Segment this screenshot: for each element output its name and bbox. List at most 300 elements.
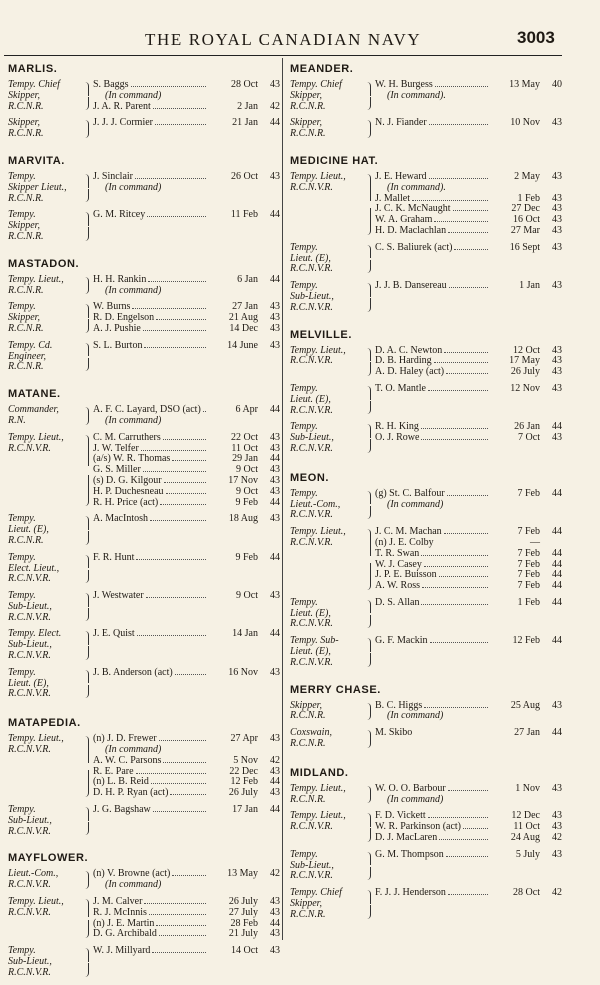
- officer-name: D. G. Archibald: [93, 928, 157, 940]
- dot-leader: [421, 554, 488, 556]
- dot-leader: [164, 481, 206, 483]
- seniority-year: 43: [552, 280, 562, 292]
- seniority-date: 7 Feb: [517, 558, 540, 570]
- rank-group: [8, 210, 280, 242]
- rank-label: [8, 897, 84, 940]
- officer-entry: [375, 226, 562, 237]
- seniority-year: 43: [270, 442, 280, 454]
- seniority-date: 14 Dec: [229, 322, 258, 334]
- seniority-year: 43: [552, 366, 562, 378]
- seniority-date: 27 Apr: [230, 733, 258, 745]
- seniority-date: 28 Oct: [231, 79, 258, 90]
- rank-line: Tempy. Lieut.,: [290, 344, 346, 356]
- brace-icon: [366, 281, 372, 313]
- seniority-date: 5 Nov: [233, 754, 258, 766]
- ship-section: [290, 154, 562, 314]
- right-column: [290, 62, 562, 927]
- seniority-year: 43: [270, 431, 280, 443]
- rank-line: Tempy. Cd.: [8, 339, 53, 351]
- seniority-year: 42: [552, 887, 562, 899]
- rank-line: Tempy.: [8, 666, 36, 678]
- officer-list: [93, 805, 280, 837]
- officer-name: R. E. Pare: [93, 765, 134, 777]
- seniority-year: 40: [552, 79, 562, 90]
- rank-line: R.C.N.V.R.: [290, 821, 333, 833]
- ship-section: [290, 471, 562, 669]
- seniority-date: 27 Mar: [510, 224, 540, 236]
- rank-line: R.C.N.R.: [8, 361, 44, 373]
- seniority-year: 44: [270, 117, 280, 129]
- officer-list: [93, 897, 280, 940]
- officer-name: A. W. Ross: [375, 580, 421, 592]
- page-header: [0, 0, 600, 62]
- ship-name: MARLIS.: [8, 63, 58, 75]
- seniority-date: 10 Nov: [510, 117, 540, 129]
- seniority-date: 12 Feb: [230, 776, 258, 788]
- seniority-date: 11 Oct: [513, 821, 540, 833]
- officer-name: (s) D. G. Kilgour: [93, 474, 162, 486]
- seniority-year: 42: [270, 100, 280, 112]
- rank-line: Tempy.: [290, 596, 318, 608]
- dot-leader: [428, 389, 488, 391]
- officer-entry: [375, 243, 562, 254]
- seniority-date: 14 June: [227, 339, 258, 351]
- dot-leader: [203, 410, 206, 412]
- rank-line: R.C.N.V.R.: [290, 301, 333, 313]
- seniority-date: 22 Oct: [231, 431, 258, 443]
- rank-line: Skipper,: [290, 89, 322, 101]
- officer-name: B. C. Higgs: [375, 699, 423, 711]
- seniority-year: 43: [270, 666, 280, 678]
- officer-entry: [93, 275, 280, 286]
- rank-line: Skipper,: [290, 699, 322, 711]
- officer-name: D. J. MacLaren: [375, 832, 438, 844]
- rank-label: [290, 243, 366, 275]
- rank-line: R.C.N.V.R.: [290, 870, 333, 882]
- rank-group: [8, 118, 280, 140]
- seniority-date: 17 Jan: [232, 804, 258, 816]
- brace-icon: [84, 805, 90, 837]
- officer-list: [375, 80, 562, 112]
- seniority-date: 17 May: [509, 355, 540, 367]
- officer-entry: [93, 591, 280, 602]
- seniority-year: 43: [552, 214, 562, 226]
- dot-leader: [166, 492, 206, 494]
- rank-line: R.C.N.R.: [8, 534, 44, 546]
- ship-section: [8, 62, 280, 140]
- rank-label: [290, 346, 366, 378]
- rank-line: Commander,: [8, 404, 59, 416]
- seniority-year: 43: [552, 432, 562, 444]
- officer-list: [93, 118, 280, 140]
- officer-list: [93, 629, 280, 661]
- seniority-year: 43: [552, 170, 562, 182]
- seniority-year: 43: [270, 312, 280, 324]
- seniority-year: 44: [270, 453, 280, 465]
- rank-line: Tempy. Chief: [290, 887, 342, 899]
- seniority-year: 43: [552, 224, 562, 236]
- rank-group: [290, 701, 562, 723]
- rank-line: R.C.N.R.: [290, 908, 326, 920]
- officer-name: G. S. Miller: [93, 464, 141, 476]
- seniority-date: 12 Feb: [512, 635, 540, 647]
- dot-leader: [439, 575, 488, 577]
- ship-section: [8, 387, 280, 700]
- officer-name: M. Skibo: [375, 727, 413, 739]
- rank-group: [290, 527, 562, 592]
- dot-leader: [136, 558, 206, 560]
- rank-line: R.C.N.V.R.: [290, 355, 333, 367]
- rank-label: [8, 341, 84, 373]
- seniority-date: 9 Oct: [236, 485, 258, 497]
- rank-group: [8, 514, 280, 546]
- seniority-date: 7 Oct: [518, 432, 540, 444]
- officer-list: [93, 946, 280, 978]
- officer-name: S. Baggs: [93, 79, 129, 90]
- dot-leader: [444, 351, 488, 353]
- rank-group: [290, 784, 562, 806]
- seniority-year: 43: [552, 355, 562, 367]
- seniority-year: 43: [270, 464, 280, 476]
- dot-leader: [172, 459, 206, 461]
- page-number: 3003: [517, 28, 555, 47]
- rank-label: [290, 80, 366, 112]
- seniority-date: 12 Nov: [510, 382, 540, 394]
- officer-entry: [93, 118, 280, 129]
- ship-section: [290, 62, 562, 140]
- officer-name: H. P. Duchesneau: [93, 485, 164, 497]
- seniority-date: 26 July: [510, 366, 540, 378]
- brace-icon: [84, 210, 90, 242]
- seniority-year: 42: [270, 868, 280, 880]
- command-note: (In command).: [387, 89, 446, 101]
- dot-leader: [146, 596, 206, 598]
- seniority-date: 5 July: [515, 848, 540, 860]
- seniority-date: 17 Nov: [228, 474, 258, 486]
- officer-name: J. A. R. Parent: [93, 100, 151, 112]
- command-note: (In command): [105, 414, 162, 426]
- officer-list: [375, 281, 562, 313]
- dot-leader: [151, 782, 206, 784]
- officer-list: [93, 591, 280, 623]
- seniority-date: 1 Nov: [515, 782, 540, 794]
- rank-line: Lieut. (E),: [8, 677, 49, 689]
- dot-leader: [148, 280, 206, 282]
- rank-line: Lieut. (E),: [290, 607, 331, 619]
- rank-line: R.C.N.V.R.: [8, 611, 51, 623]
- ship-name: MAYFLOWER.: [8, 852, 89, 865]
- seniority-year: 44: [270, 551, 280, 563]
- rank-group: [8, 275, 280, 297]
- seniority-year: 43: [552, 241, 562, 253]
- seniority-year: 43: [270, 733, 280, 745]
- officer-name: G. F. Mackin: [375, 635, 428, 647]
- seniority-year: 43: [270, 906, 280, 918]
- seniority-date: 27 Jan: [232, 301, 258, 313]
- officer-list: [93, 405, 280, 427]
- seniority-date: 9 Feb: [235, 551, 258, 563]
- seniority-year: 44: [552, 635, 562, 647]
- seniority-date: 2 May: [514, 170, 540, 182]
- brace-icon: [366, 636, 372, 668]
- seniority-year: 44: [552, 569, 562, 581]
- dot-leader: [444, 532, 488, 534]
- brace-icon: [84, 275, 90, 297]
- officer-list: [93, 341, 280, 373]
- command-note: (In command): [105, 89, 162, 101]
- officer-entry: [93, 553, 280, 564]
- seniority-date: 9 Oct: [236, 464, 258, 476]
- officer-entry: [93, 102, 280, 113]
- officer-name: J. Westwater: [93, 590, 144, 602]
- seniority-year: 43: [270, 79, 280, 90]
- seniority-date: 1 Jan: [519, 280, 540, 292]
- officer-name: J. E. Quist: [93, 628, 135, 640]
- dot-leader: [137, 634, 206, 636]
- rank-label: [8, 668, 84, 700]
- brace-icon: [366, 80, 372, 112]
- rank-group: [290, 850, 562, 882]
- command-note: (In command): [105, 879, 162, 891]
- brace-icon: [84, 668, 90, 700]
- rank-line: Skipper,: [8, 89, 40, 101]
- rank-label: [8, 275, 84, 297]
- rank-line: R.C.N.R.: [8, 230, 44, 242]
- seniority-date: 26 July: [228, 896, 258, 908]
- rank-line: R.C.N.R.: [290, 100, 326, 112]
- seniority-date: 13 May: [227, 868, 258, 880]
- dot-leader: [155, 123, 206, 125]
- rank-group: [290, 422, 562, 454]
- rank-label: [290, 888, 366, 920]
- officer-list: [375, 636, 562, 668]
- seniority-year: 44: [552, 596, 562, 608]
- officer-list: [375, 243, 562, 275]
- brace-icon: [366, 811, 372, 843]
- dot-leader: [429, 177, 488, 179]
- rank-line: Skipper Lieut.,: [8, 181, 67, 193]
- officer-entry: [375, 549, 562, 560]
- dot-leader: [141, 449, 206, 451]
- officer-entry: [375, 433, 562, 444]
- dot-leader: [412, 199, 488, 201]
- seniority-year: 43: [552, 192, 562, 204]
- officer-entry: [375, 118, 562, 129]
- dot-leader: [414, 734, 488, 735]
- officer-name: A. MacIntosh: [93, 513, 148, 525]
- dot-leader: [449, 286, 488, 288]
- seniority-year: 44: [552, 421, 562, 433]
- rank-line: Tempy.: [290, 848, 318, 860]
- officer-entry: [93, 210, 280, 221]
- rank-group: [290, 281, 562, 313]
- officer-name: T. R. Swan: [375, 547, 420, 559]
- ship-name: MERRY CHASE.: [290, 683, 381, 696]
- rank-group: [290, 346, 562, 378]
- officer-entry: [93, 908, 280, 919]
- seniority-year: 43: [552, 344, 562, 356]
- brace-icon: [366, 527, 372, 592]
- dot-leader: [434, 220, 488, 222]
- rank-line: Tempy.: [8, 945, 36, 957]
- seniority-date: 7 Feb: [517, 569, 540, 581]
- rank-group: [290, 811, 562, 843]
- dot-leader: [143, 329, 206, 331]
- rank-line: Sub-Lieut.,: [290, 859, 334, 871]
- dot-leader: [421, 427, 488, 429]
- officer-entry: [375, 281, 562, 292]
- rank-group: [8, 80, 280, 112]
- ship-name: MEON.: [290, 471, 330, 484]
- officer-list: [93, 553, 280, 585]
- officer-name: D. H. P. Ryan (act): [93, 787, 169, 799]
- seniority-year: 44: [270, 628, 280, 640]
- rank-label: [290, 701, 366, 723]
- seniority-year: 43: [270, 485, 280, 497]
- rank-label: [290, 489, 366, 521]
- command-note: (In command): [105, 744, 162, 756]
- officer-list: [375, 422, 562, 454]
- rank-line: Tempy.: [8, 209, 36, 221]
- rank-line: R.C.N.R.: [290, 128, 326, 140]
- seniority-year: 44: [270, 273, 280, 285]
- brace-icon: [84, 433, 90, 509]
- officer-name: A. J. Pushie: [93, 322, 141, 334]
- rank-group: [290, 118, 562, 140]
- seniority-date: 22 Dec: [229, 765, 258, 777]
- dot-leader: [150, 519, 206, 521]
- rank-group: [8, 591, 280, 623]
- officer-entry: [375, 384, 562, 395]
- rank-line: Tempy.: [8, 590, 36, 602]
- officer-name: H. H. Rankin: [93, 273, 147, 285]
- rank-line: R.C.N.V.R.: [8, 825, 51, 837]
- dot-leader: [175, 673, 206, 675]
- brace-icon: [366, 118, 372, 140]
- seniority-date: 21 July: [228, 928, 258, 940]
- rank-line: Lieut. (E),: [290, 252, 331, 264]
- brace-icon: [84, 302, 90, 334]
- rank-line: Tempy.: [8, 301, 36, 313]
- brace-icon: [366, 598, 372, 630]
- rank-label: [290, 598, 366, 630]
- brace-icon: [84, 946, 90, 978]
- rank-line: Tempy. Lieut.,: [290, 170, 346, 182]
- ship-name: MELVILLE.: [290, 328, 353, 341]
- rank-line: R.C.N.V.R.: [290, 181, 333, 193]
- dot-leader: [446, 855, 488, 857]
- brace-icon: [366, 728, 372, 750]
- officer-entry: [375, 581, 562, 592]
- rank-line: Tempy.: [290, 280, 318, 292]
- officer-list: [375, 888, 562, 920]
- rank-line: Skipper,: [290, 117, 322, 129]
- seniority-date: 12 Oct: [513, 344, 540, 356]
- officer-name: J. E. Heward: [375, 170, 427, 182]
- dot-leader: [429, 123, 488, 125]
- seniority-year: 44: [552, 558, 562, 570]
- officer-name: (g) St. C. Balfour: [375, 487, 445, 499]
- header-rule: [4, 55, 562, 56]
- rank-group: [8, 172, 280, 204]
- rank-label: [290, 728, 366, 750]
- rank-line: R.C.N.V.R.: [8, 688, 51, 700]
- rank-label: [8, 553, 84, 585]
- seniority-date: 14 Jan: [232, 628, 258, 640]
- seniority-year: 43: [552, 117, 562, 129]
- officer-name: R. J. McInnis: [93, 906, 147, 918]
- officer-name: J. Sinclair: [93, 170, 133, 182]
- seniority-date: 6 Apr: [235, 404, 258, 416]
- rank-line: Tempy. Lieut.,: [290, 782, 346, 794]
- seniority-year: 44: [552, 547, 562, 559]
- seniority-year: 43: [270, 928, 280, 940]
- brace-icon: [84, 80, 90, 112]
- officer-entry: [93, 487, 280, 498]
- officer-name: R. H. Price (act): [93, 496, 159, 508]
- rank-group: [8, 897, 280, 940]
- rank-line: R.C.N.V.R.: [290, 656, 333, 668]
- seniority-date: 26 Oct: [231, 170, 258, 182]
- dot-leader: [160, 503, 206, 505]
- rank-line: Skipper,: [8, 312, 40, 324]
- command-note: (In command): [387, 793, 444, 805]
- seniority-year: 43: [270, 513, 280, 525]
- rank-group: [290, 243, 562, 275]
- rank-label: [8, 433, 84, 509]
- rank-line: Skipper,: [8, 220, 40, 232]
- rank-line: Coxswain,: [290, 727, 332, 739]
- officer-name: W. R. Parkinson (act): [375, 821, 462, 833]
- brace-icon: [366, 243, 372, 275]
- dot-leader: [424, 706, 488, 708]
- officer-list: [375, 850, 562, 882]
- brace-icon: [366, 384, 372, 416]
- rank-group: [8, 405, 280, 427]
- officer-name: J. J. B. Dansereau: [375, 280, 447, 292]
- seniority-date: —: [530, 536, 540, 548]
- dot-leader: [135, 177, 206, 179]
- seniority-date: 24 Aug: [510, 832, 540, 844]
- officer-entry: [93, 341, 280, 352]
- rank-line: R.C.N.V.R.: [290, 618, 333, 630]
- rank-label: [290, 527, 366, 592]
- rank-line: Tempy.: [8, 513, 36, 525]
- rank-line: R.C.N.R.: [290, 738, 326, 750]
- seniority-year: 43: [270, 945, 280, 957]
- seniority-year: 43: [552, 382, 562, 394]
- rank-label: [8, 118, 84, 140]
- officer-entry: [375, 489, 562, 500]
- seniority-year: 43: [552, 782, 562, 794]
- brace-icon: [84, 118, 90, 140]
- officer-name: W. Burns: [93, 301, 131, 313]
- officer-list: [93, 433, 280, 509]
- rank-line: R.C.N.R.: [8, 322, 44, 334]
- seniority-year: 44: [270, 804, 280, 816]
- seniority-year: 44: [270, 917, 280, 929]
- ship-section: [8, 716, 280, 837]
- seniority-date: 25 Aug: [510, 699, 540, 711]
- officer-entry: [93, 788, 280, 799]
- brace-icon: [84, 405, 90, 427]
- dot-leader: [436, 544, 488, 545]
- brace-icon: [84, 514, 90, 546]
- dot-leader: [454, 248, 488, 250]
- officer-list: [375, 118, 562, 140]
- officer-name: A. W. C. Parsons: [93, 754, 162, 766]
- seniority-date: 18 Aug: [228, 513, 258, 525]
